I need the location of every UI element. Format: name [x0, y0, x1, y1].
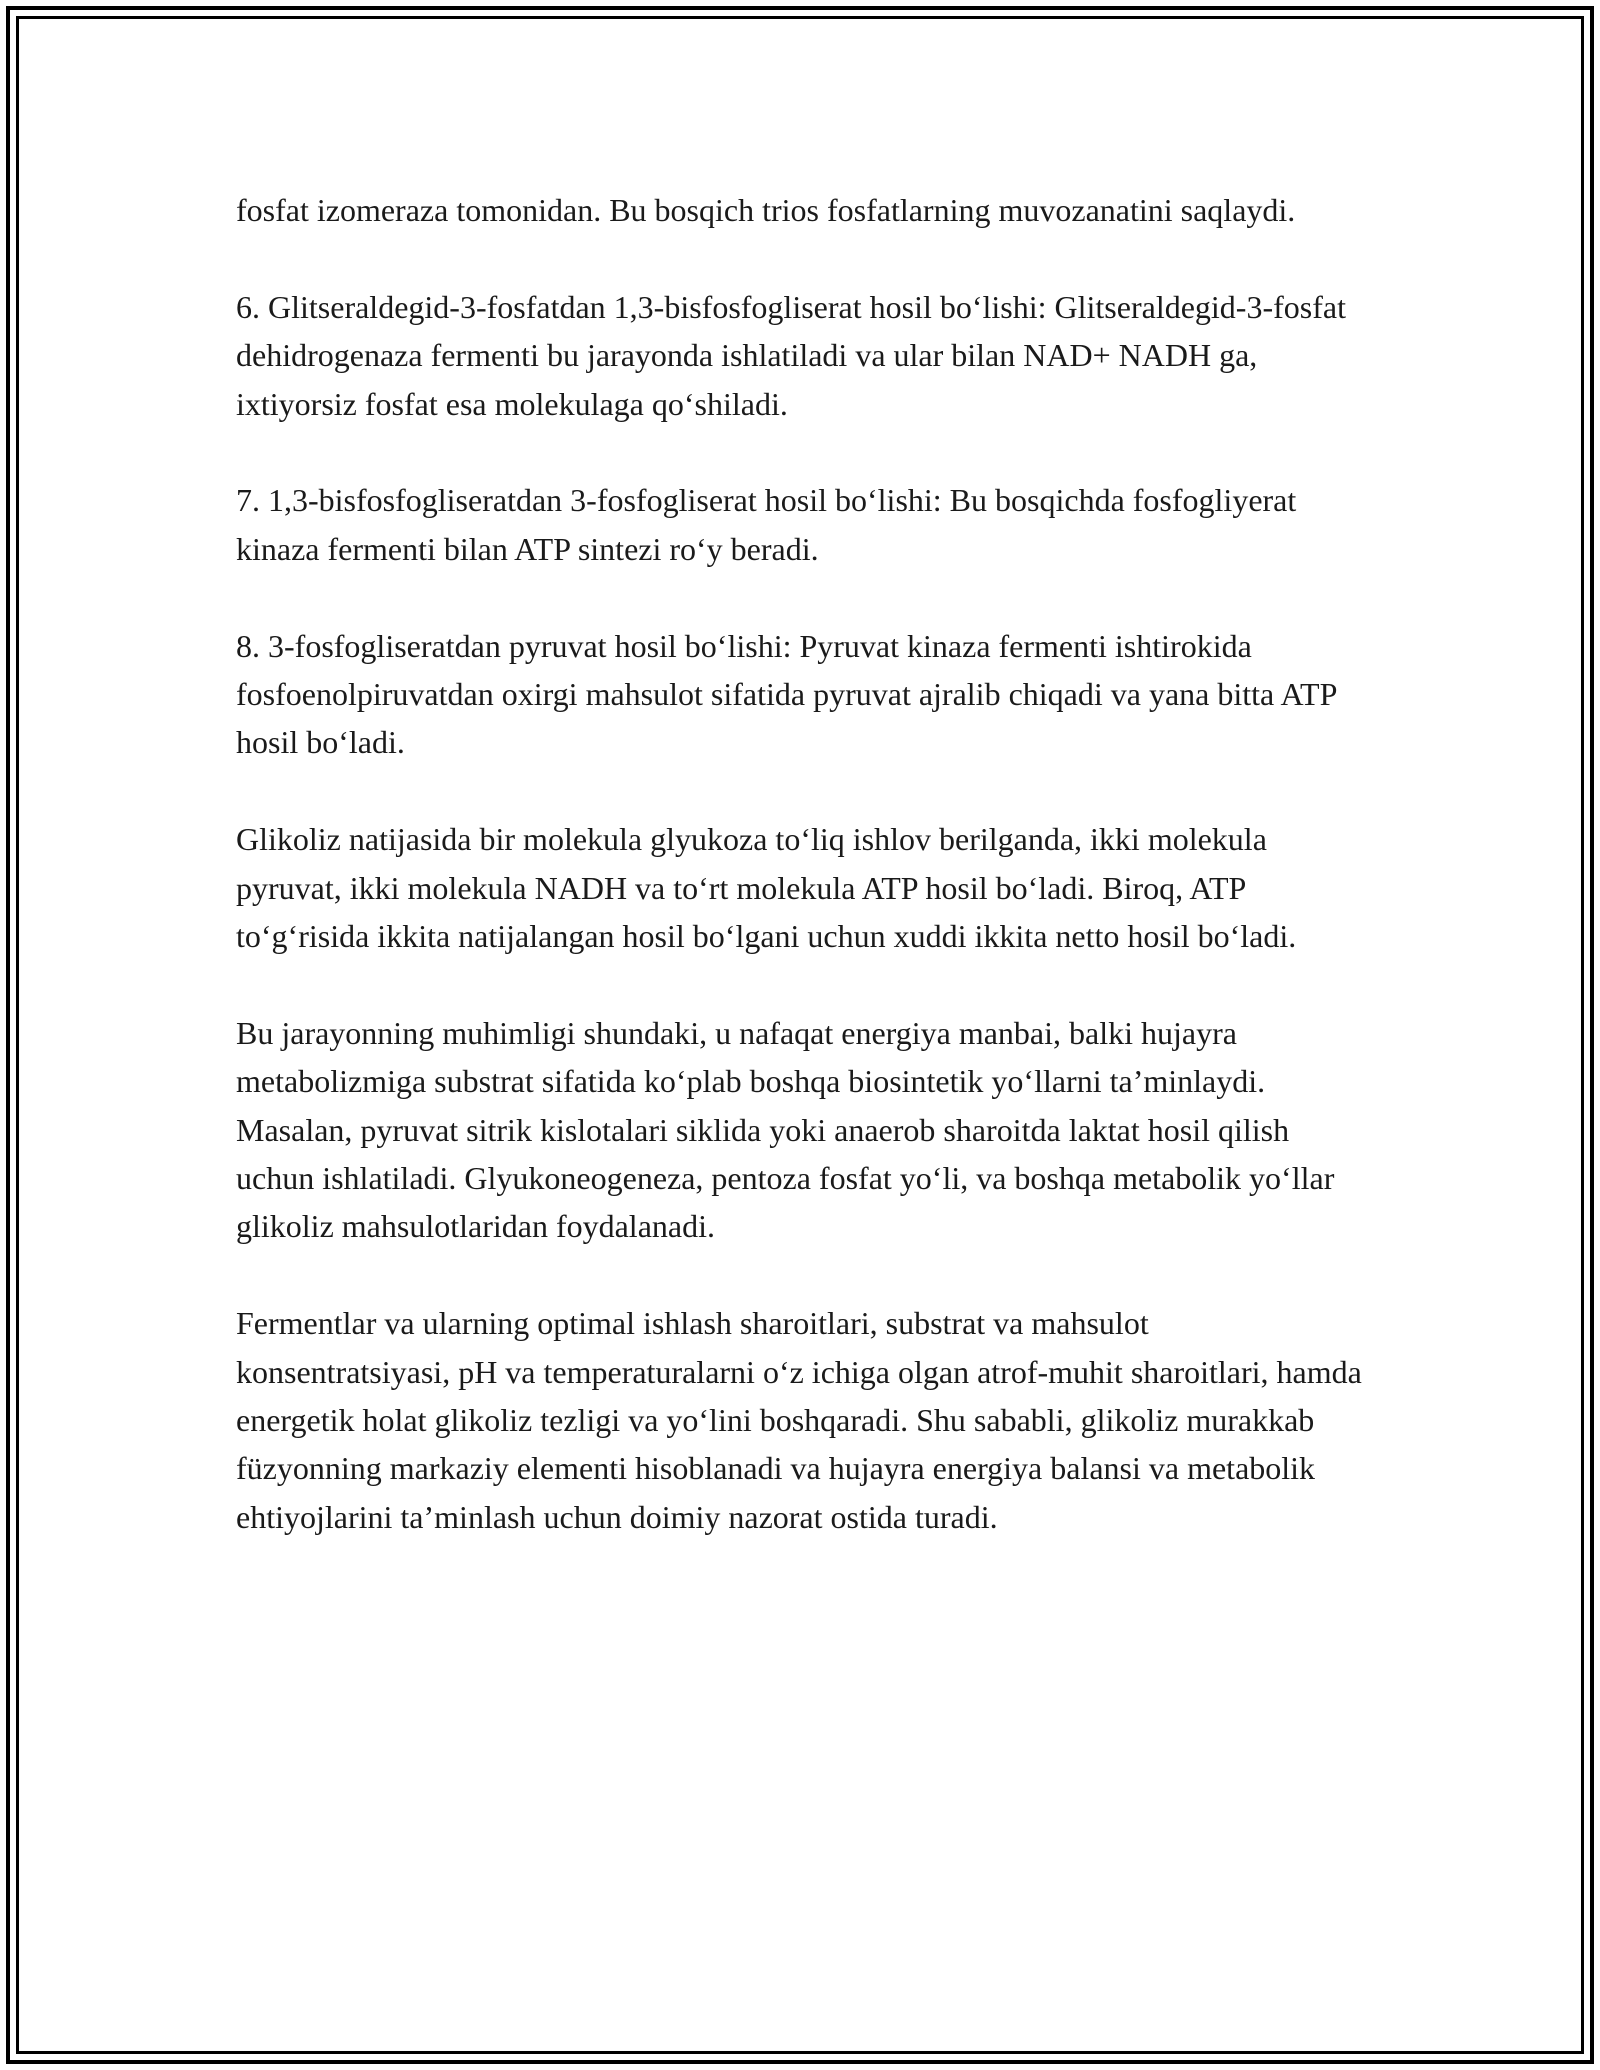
paragraph-step-8: 8. 3-fosfogliseratdan pyruvat hosil bo‘lishi: Pyruvat kinaza fermenti ishtirokida fosfoenolpiruvatdan oxirgi mahsulot sifatida pyruvat ajralib chiqadi va yana bitta ATP hosil bo‘ladi. — [236, 627, 1337, 761]
paragraph-triose-isomerase: fosfat izomeraza tomonidan. Bu bosqich trios fosfatlarning muvozanatini saqlaydi. — [236, 192, 1296, 228]
paragraph-regulation: Fermentlar va ularning optimal ishlash sharoitlari, substrat va mahsulot konsentratsiyasi, pH va temperaturalarni o‘z ichiga olgan atrof-muhit sharoitlari, hamda energetik holat glikoliz tezligi va yo‘lini boshqaradi. Shu sababli, glikoliz murakkab füzyonning markaziy elementi hisoblanadi va hujayra energiya balansi va metabolik ehtiyojlarini ta’minlash uchun doimiy nazorat ostida turadi. — [236, 1305, 1362, 1535]
paragraph-importance: Bu jarayonning muhimligi shundaki, u nafaqat energiya manbai, balki hujayra metabolizmiga substrat sifatida ko‘plab boshqa biosintetik yo‘llarni ta’minlaydi. Masalan, pyruvat sitrik kislotalari siklida yoki anaerob sharoitda laktat hosil qilish uchun ishlatiladi. Glyukoneogeneza, pentoza fosfat yo‘li, va boshqa metabolik yo‘llar glikoliz mahsulotlaridan foydalanadi. — [236, 1014, 1335, 1245]
paragraph-glycolysis-yield: Glikoliz natijasida bir molekula glyukoza to‘liq ishlov berilganda, ikki molekula pyruvat, ikki molekula NADH va to‘rt molekula ATP hosil bo‘ladi. Biroq, ATP to‘g‘risida ikkita natijalangan hosil bo‘lgani uchun xuddi ikkita netto hosil bo‘ladi. — [236, 821, 1297, 955]
paragraph-step-6: 6. Glitseraldegid-3-fosfatdan 1,3-bisfosfogliserat hosil bo‘lishi: Glitseraldegid-3-fosfat dehidrogenaza fermenti bu jarayonda ishlatiladi va ular bilan NAD+ NADH ga, ixtiyorsiz fosfat esa molekulaga qo‘shiladi. — [236, 288, 1346, 422]
paragraph-step-7: 7. 1,3-bisfosfogliseratdan 3-fosfogliserat hosil bo‘lishi: Bu bosqichda fosfogliyerat kinaza fermenti bilan ATP sintezi ro‘y beradi. — [236, 482, 1297, 567]
document-body — [236, 186, 1366, 1590]
